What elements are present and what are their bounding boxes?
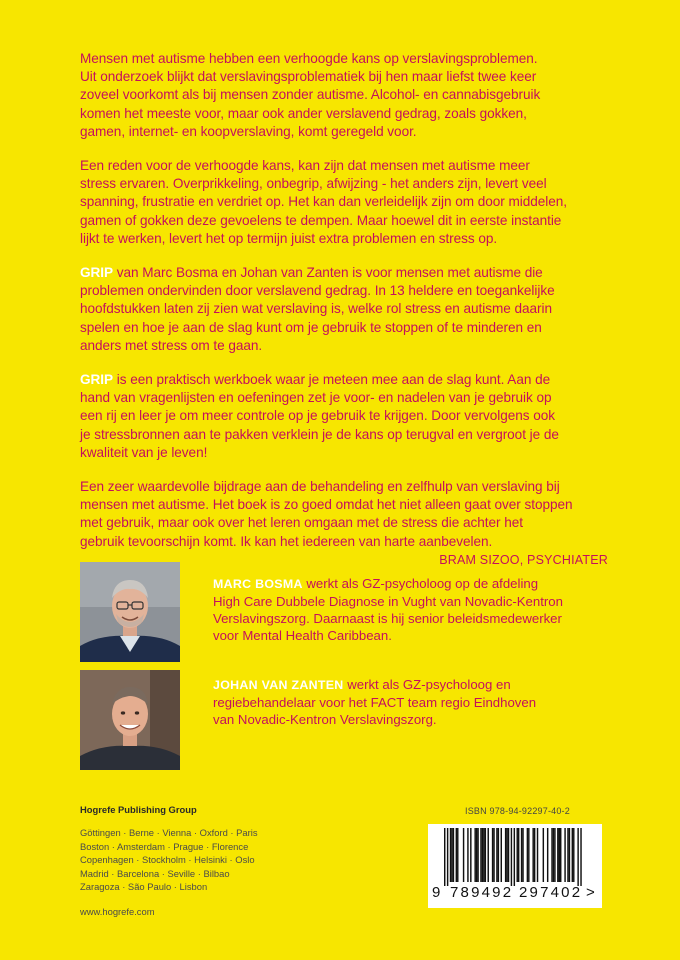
barcode-bar [451,828,452,882]
barcode-bar [463,828,464,882]
author-name: MARC BOSMA [213,577,303,591]
barcode-bar [554,828,555,882]
barcode-bar [557,828,558,882]
blurb-text [80,50,608,585]
barcode-bar [517,828,518,882]
barcode-bar [573,828,574,882]
isbn-label: ISBN 978-94-92297-40-2 [465,806,570,816]
barcode-bar [527,828,528,882]
barcode-bar [518,828,519,882]
barcode-bar [505,828,506,882]
barcode-digit-lead: 9 [432,884,441,901]
barcode-bar [467,828,468,882]
barcode-digit-end: > [586,884,595,901]
barcode-bar [483,828,484,882]
author-johan-van-zanten [80,670,620,770]
barcode-bar [580,828,581,886]
barcode-bar [480,828,481,882]
quote-author: BRAM SIZOO, PSYCHIATER [439,552,608,567]
barcode-bar [447,828,448,886]
paragraph-2: Een reden voor de verhoogde kans, kan zijn dat mensen met autisme meer stress ervaren. Overprikkeling, onbegrip, afwijzing - het anders zijn, levert veel spanning, frustratie en verdriet op. Het kan dan verleidelijk zijn om door middelen, gamen of gokken deze gevoelens te dempen. Maar hoewel dit in eerste instantie lijkt te werken, levert het op termijn juist extra problemen en stress op. [80,158,567,246]
barcode-bar [567,828,568,882]
publisher-cities: Göttingen · Berne · Vienna · Oxford · Paris Boston · Amsterdam · Prague · Florence Copenhagen · Stockholm · Helsinki · Oslo Madrid · Barcelona · Seville · Bilbao Zaragoza · São Paulo · Lisbon [80,827,258,893]
author-bio-marc-bosma: MARC BOSMA werkt als GZ-psycholoog op de afdeling High Care Dubbele Diagnose in Vught van Novadic-Kentron Verslavingszorg. Daarnaast is hij senior beleidsmedewerker voor Mental Health Caribbean. [213,576,563,643]
barcode-bar [543,828,544,882]
paragraph-1: Mensen met autisme hebben een verhoogde kans op verslavingsproblemen. Uit onderzoek blijkt dat verslavingsproblematiek bij hen maar liefst twee keer zoveel voorkomt als bij mensen zonder autisme. Alcohol- en cannabisgebruik komen het meeste voor, maar ook ander verslavend gedrag, zoals gokken, gamen, internet- en koopverslaving, komt geregeld voor. [80,51,541,139]
barcode-digit-group-2: 297402 [519,884,583,901]
barcode-bar [572,828,573,882]
barcode-digits [428,884,602,904]
barcode-bar [551,828,552,882]
barcode-bar [577,828,578,886]
barcode-bar [521,828,522,882]
barcode-bar [559,828,560,882]
barcode-bar [528,828,529,882]
publisher-info [80,803,258,919]
author-photo-johan-van-zanten [80,670,180,770]
barcode-bar [470,828,471,882]
grip-title: GRIP [80,372,114,388]
barcode-bar [508,828,509,882]
barcode-bar [492,828,493,882]
barcode-bar [457,828,458,882]
barcode-bar [496,828,497,882]
barcode-bar [485,828,486,882]
publisher-name: Hogrefe Publishing Group [80,804,197,815]
barcode-bar [537,828,538,882]
grip-title: GRIP [80,265,114,281]
author-marc-bosma [80,562,620,662]
barcode-bar [511,828,512,886]
barcode-bar [564,828,565,882]
barcode-digit-group-1: 789492 [450,884,514,901]
author-bio-johan-van-zanten: JOHAN VAN ZANTEN werkt als GZ-psycholoog en regiebehandelaar voor het FACT team regio Eindhoven van Novadic-Kentron Verslavingszorg. [213,677,537,727]
paragraph-3: GRIP van Marc Bosma en Johan van Zanten is voor mensen met autisme die problemen ondervinden door verslavend gedrag. In 13 heldere en toegankelijke hoofdstukken laten zij zien wat verslaving is, welke rol stress en autisme daarin spelen en hoe je aan de slag kunt om je gebruik te stoppen of te minderen en anders met stress om te gaan. [80,265,555,353]
barcode-bar [514,828,515,886]
author-photo-marc-bosma [80,562,180,662]
barcode-bar [506,828,507,882]
publisher-url: www.hogrefe.com [80,906,155,918]
paragraph-4: GRIP is een praktisch werkboek waar je meteen mee aan de slag kunt. Aan de hand van vragenlijsten en oefeningen zet je voor- en nadelen van je gebruik op een rij en leer je om meer controle op je gebruik te krijgen. Door vervolgens ook je stressbronnen aan te pakken verklein je de kans op terugval en vergroot je de kwaliteit van je leven! [80,372,559,460]
barcode-bar [501,828,502,882]
barcode-bar [474,828,475,882]
barcode-bar [456,828,457,882]
barcode-bar [482,828,483,882]
barcode-bar [444,828,445,886]
barcode-bar [493,828,494,882]
barcode-bar [450,828,451,882]
barcode-bar [534,828,535,882]
author-name: JOHAN VAN ZANTEN [213,678,344,692]
barcode-bar [476,828,477,882]
barcode-bar [453,828,454,882]
barcode-bar [477,828,478,882]
barcode-bar [569,828,570,882]
barcode-bar [522,828,523,882]
barcode-bar [547,828,548,882]
barcode-bar [488,828,489,882]
barcode-bar [532,828,533,882]
barcode-bar [553,828,554,882]
quote: Een zeer waardevolle bijdrage aan de behandeling en zelfhulp van verslaving bij mensen met autisme. Het boek is zo goed omdat het niet alleen gaat over stoppen met gebruik, maar ook over het leren omgaan met de stress die achter het gebruik tevoorschijn komt. Ik kan het iedereen van harte aanbevelen. BRAM SIZOO, PSYCHIATER [80,478,608,569]
barcode [428,824,602,908]
barcode-bar [498,828,499,882]
barcode-bar [560,828,561,882]
barcode-bars [428,824,602,886]
